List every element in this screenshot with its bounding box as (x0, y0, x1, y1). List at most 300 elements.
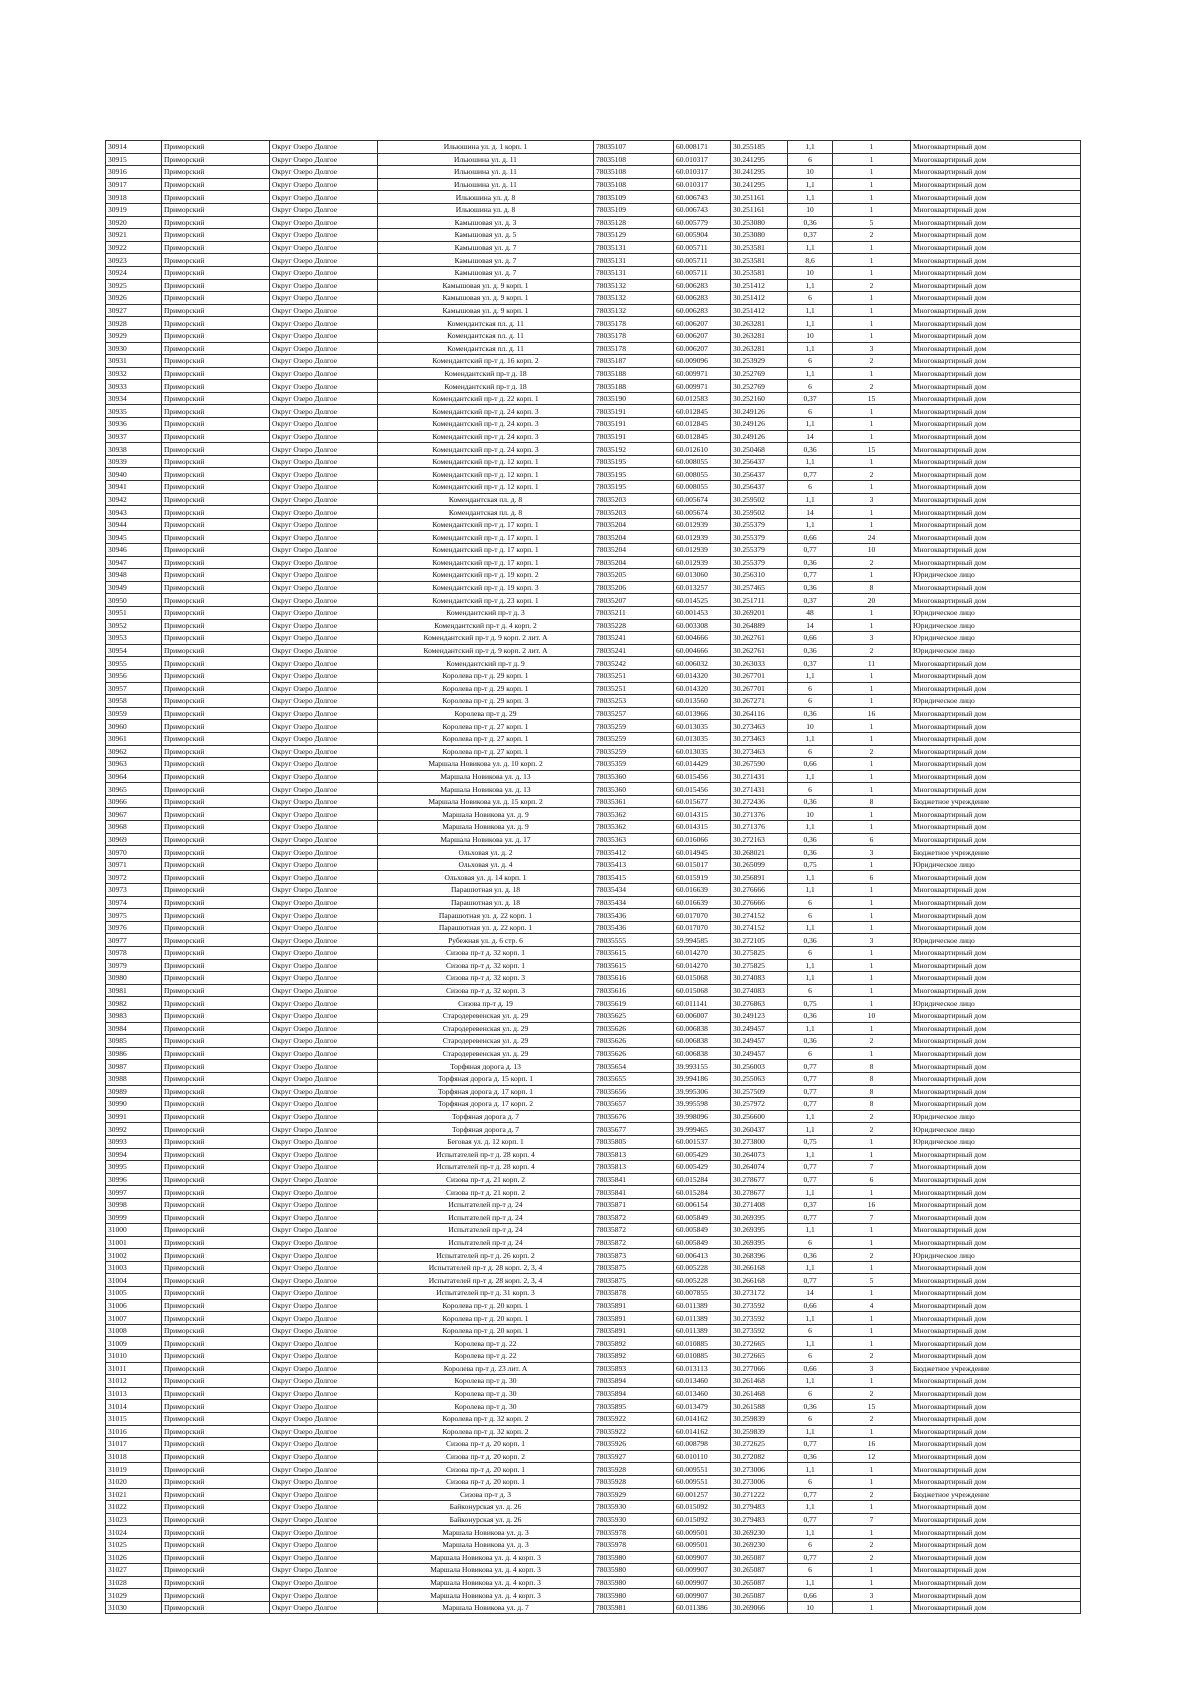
record-id-cell: 30923 (106, 254, 162, 267)
latitude-cell: 60.013560 (674, 695, 731, 708)
code-cell: 78035873 (594, 1249, 674, 1262)
count-cell: 1 (833, 1475, 911, 1488)
consumer-type-cell: Многоквартирный дом (911, 1412, 1081, 1425)
municipality-cell: Округ Озеро Долгое (270, 493, 378, 506)
record-id-cell: 30951 (106, 606, 162, 619)
longitude-cell: 30.249126 (731, 430, 788, 443)
code-cell: 78035555 (594, 934, 674, 947)
load-cell: 1,1 (788, 1312, 833, 1325)
address-cell: Сизова пр-т д. 20 корп. 1 (378, 1463, 594, 1476)
records-table (105, 140, 1081, 1614)
consumer-type-cell: Многоквартирный дом (911, 732, 1081, 745)
district-cell: Приморский (162, 619, 270, 632)
code-cell: 78035362 (594, 808, 674, 821)
address-cell: Сизова пр-т д. 20 корп. 1 (378, 1438, 594, 1451)
load-cell: 1,1 (788, 1224, 833, 1237)
district-cell: Приморский (162, 997, 270, 1010)
municipality-cell: Округ Озеро Долгое (270, 254, 378, 267)
table-row (106, 1173, 1081, 1186)
longitude-cell: 30.263281 (731, 317, 788, 330)
consumer-type-cell: Многоквартирный дом (911, 518, 1081, 531)
table-row (106, 1022, 1081, 1035)
district-cell: Приморский (162, 1412, 270, 1425)
latitude-cell: 60.004666 (674, 644, 731, 657)
record-id-cell: 30938 (106, 443, 162, 456)
table-row (106, 1287, 1081, 1300)
consumer-type-cell: Многоквартирный дом (911, 1022, 1081, 1035)
longitude-cell: 30.264116 (731, 707, 788, 720)
count-cell: 8 (833, 1072, 911, 1085)
code-cell: 78035981 (594, 1601, 674, 1614)
latitude-cell: 60.009907 (674, 1589, 731, 1602)
count-cell: 1 (833, 166, 911, 179)
consumer-type-cell: Многоквартирный дом (911, 1047, 1081, 1060)
code-cell: 78035930 (594, 1501, 674, 1514)
municipality-cell: Округ Озеро Долгое (270, 808, 378, 821)
table-row (106, 405, 1081, 418)
count-cell: 3 (833, 342, 911, 355)
record-id-cell: 30957 (106, 682, 162, 695)
consumer-type-cell: Многоквартирный дом (911, 506, 1081, 519)
count-cell: 8 (833, 581, 911, 594)
table-row (106, 1110, 1081, 1123)
longitude-cell: 30.265087 (731, 1589, 788, 1602)
latitude-cell: 60.009907 (674, 1576, 731, 1589)
municipality-cell: Округ Озеро Долгое (270, 1198, 378, 1211)
record-id-cell: 30917 (106, 178, 162, 191)
consumer-type-cell: Многоквартирный дом (911, 355, 1081, 368)
records-body (106, 141, 1081, 1614)
table-row (106, 1123, 1081, 1136)
code-cell: 78035191 (594, 430, 674, 443)
district-cell: Приморский (162, 1009, 270, 1022)
district-cell: Приморский (162, 833, 270, 846)
load-cell: 0,75 (788, 997, 833, 1010)
district-cell: Приморский (162, 1564, 270, 1577)
load-cell: 1,1 (788, 972, 833, 985)
consumer-type-cell: Многоквартирный дом (911, 720, 1081, 733)
count-cell: 1 (833, 1148, 911, 1161)
table-row (106, 455, 1081, 468)
load-cell: 1,1 (788, 455, 833, 468)
code-cell: 78035929 (594, 1488, 674, 1501)
load-cell: 1,1 (788, 1526, 833, 1539)
latitude-cell: 60.012939 (674, 556, 731, 569)
count-cell: 1 (833, 430, 911, 443)
load-cell: 0,75 (788, 858, 833, 871)
record-id-cell: 30914 (106, 141, 162, 154)
longitude-cell: 30.249126 (731, 405, 788, 418)
code-cell: 78035656 (594, 1085, 674, 1098)
load-cell: 0,37 (788, 392, 833, 405)
address-cell: Сизова пр-т д. 19 (378, 997, 594, 1010)
count-cell: 1 (833, 997, 911, 1010)
count-cell: 2 (833, 468, 911, 481)
code-cell: 78035204 (594, 518, 674, 531)
address-cell: Ольховая ул. д. 14 корп. 1 (378, 871, 594, 884)
table-row (106, 216, 1081, 229)
load-cell: 0,36 (788, 443, 833, 456)
municipality-cell: Округ Озеро Долгое (270, 304, 378, 317)
consumer-type-cell: Многоквартирный дом (911, 544, 1081, 557)
latitude-cell: 60.006207 (674, 342, 731, 355)
consumer-type-cell: Бюджетное учреждение (911, 795, 1081, 808)
address-cell: Комендантская пл. д. 11 (378, 317, 594, 330)
load-cell: 6 (788, 984, 833, 997)
count-cell: 1 (833, 896, 911, 909)
latitude-cell: 60.014270 (674, 947, 731, 960)
record-id-cell: 30935 (106, 405, 162, 418)
count-cell: 7 (833, 1513, 911, 1526)
district-cell: Приморский (162, 581, 270, 594)
consumer-type-cell: Многоквартирный дом (911, 455, 1081, 468)
consumer-type-cell: Многоквартирный дом (911, 1438, 1081, 1451)
municipality-cell: Округ Озеро Долгое (270, 1148, 378, 1161)
consumer-type-cell: Многоквартирный дом (911, 947, 1081, 960)
address-cell: Комендантский пр-т д. 16 корп. 2 (378, 355, 594, 368)
count-cell: 1 (833, 506, 911, 519)
code-cell: 78035654 (594, 1060, 674, 1073)
district-cell: Приморский (162, 984, 270, 997)
record-id-cell: 31023 (106, 1513, 162, 1526)
address-cell: Королева пр-т д. 32 корп. 2 (378, 1425, 594, 1438)
table-row (106, 304, 1081, 317)
load-cell: 1,1 (788, 1148, 833, 1161)
municipality-cell: Округ Озеро Долгое (270, 405, 378, 418)
code-cell: 78035206 (594, 581, 674, 594)
longitude-cell: 30.271222 (731, 1488, 788, 1501)
latitude-cell: 60.016639 (674, 884, 731, 897)
latitude-cell: 60.013113 (674, 1362, 731, 1375)
count-cell: 2 (833, 355, 911, 368)
district-cell: Приморский (162, 947, 270, 960)
count-cell: 16 (833, 1198, 911, 1211)
consumer-type-cell: Юридическое лицо (911, 1123, 1081, 1136)
table-row (106, 1438, 1081, 1451)
consumer-type-cell: Многоквартирный дом (911, 745, 1081, 758)
address-cell: Королева пр-т д. 27 корп. 1 (378, 732, 594, 745)
count-cell: 1 (833, 1501, 911, 1514)
load-cell: 0,36 (788, 707, 833, 720)
code-cell: 78035980 (594, 1551, 674, 1564)
record-id-cell: 30955 (106, 657, 162, 670)
load-cell: 0,77 (788, 1072, 833, 1085)
load-cell: 0,66 (788, 1299, 833, 1312)
code-cell: 78035928 (594, 1475, 674, 1488)
address-cell: Торфяная дорога д. 7 (378, 1123, 594, 1136)
code-cell: 78035107 (594, 141, 674, 154)
load-cell: 1,1 (788, 191, 833, 204)
count-cell: 1 (833, 1135, 911, 1148)
district-cell: Приморский (162, 531, 270, 544)
record-id-cell: 30926 (106, 292, 162, 305)
longitude-cell: 30.273592 (731, 1312, 788, 1325)
record-id-cell: 30997 (106, 1186, 162, 1199)
record-id-cell: 30994 (106, 1148, 162, 1161)
count-cell: 1 (833, 808, 911, 821)
table-row (106, 896, 1081, 909)
municipality-cell: Округ Озеро Долгое (270, 1362, 378, 1375)
load-cell: 14 (788, 619, 833, 632)
code-cell: 78035131 (594, 241, 674, 254)
latitude-cell: 60.006283 (674, 292, 731, 305)
address-cell: Камышовая ул. д. 9 корп. 1 (378, 304, 594, 317)
district-cell: Приморский (162, 1299, 270, 1312)
code-cell: 78035892 (594, 1350, 674, 1363)
count-cell: 1 (833, 1224, 911, 1237)
municipality-cell: Округ Озеро Долгое (270, 909, 378, 922)
longitude-cell: 30.262761 (731, 632, 788, 645)
district-cell: Приморский (162, 770, 270, 783)
table-row (106, 606, 1081, 619)
address-cell: Королева пр-т д. 32 корп. 2 (378, 1412, 594, 1425)
district-cell: Приморский (162, 1501, 270, 1514)
table-row (106, 1400, 1081, 1413)
district-cell: Приморский (162, 657, 270, 670)
load-cell: 1,1 (788, 493, 833, 506)
record-id-cell: 31011 (106, 1362, 162, 1375)
district-cell: Приморский (162, 1551, 270, 1564)
table-row (106, 443, 1081, 456)
record-id-cell: 30989 (106, 1085, 162, 1098)
address-cell: Беговая ул. д. 12 корп. 1 (378, 1135, 594, 1148)
code-cell: 78035109 (594, 203, 674, 216)
table-row (106, 493, 1081, 506)
municipality-cell: Округ Озеро Долгое (270, 443, 378, 456)
district-cell: Приморский (162, 166, 270, 179)
record-id-cell: 31015 (106, 1412, 162, 1425)
code-cell: 78035980 (594, 1564, 674, 1577)
address-cell: Комендантский пр-т д. 24 корп. 3 (378, 430, 594, 443)
latitude-cell: 60.006413 (674, 1249, 731, 1262)
record-id-cell: 30925 (106, 279, 162, 292)
record-id-cell: 30944 (106, 518, 162, 531)
record-id-cell: 30929 (106, 329, 162, 342)
latitude-cell: 60.005711 (674, 241, 731, 254)
record-id-cell: 30930 (106, 342, 162, 355)
count-cell: 1 (833, 367, 911, 380)
load-cell: 1,1 (788, 304, 833, 317)
record-id-cell: 31003 (106, 1261, 162, 1274)
record-id-cell: 30939 (106, 455, 162, 468)
district-cell: Приморский (162, 1060, 270, 1073)
count-cell: 1 (833, 455, 911, 468)
municipality-cell: Округ Озеро Долгое (270, 1438, 378, 1451)
address-cell: Камышовая ул. д. 7 (378, 241, 594, 254)
count-cell: 1 (833, 1186, 911, 1199)
load-cell: 0,77 (788, 1161, 833, 1174)
code-cell: 78035872 (594, 1211, 674, 1224)
municipality-cell: Округ Озеро Долгое (270, 1072, 378, 1085)
address-cell: Маршала Новикова ул. д. 4 корп. 3 (378, 1564, 594, 1577)
municipality-cell: Округ Озеро Долгое (270, 1261, 378, 1274)
district-cell: Приморский (162, 355, 270, 368)
longitude-cell: 30.273592 (731, 1299, 788, 1312)
count-cell: 2 (833, 1123, 911, 1136)
record-id-cell: 30922 (106, 241, 162, 254)
table-row (106, 581, 1081, 594)
municipality-cell: Округ Озеро Долгое (270, 1463, 378, 1476)
code-cell: 78035616 (594, 984, 674, 997)
load-cell: 1,1 (788, 871, 833, 884)
longitude-cell: 30.252160 (731, 392, 788, 405)
table-row (106, 1261, 1081, 1274)
district-cell: Приморский (162, 1186, 270, 1199)
latitude-cell: 60.013257 (674, 581, 731, 594)
table-row (106, 506, 1081, 519)
table-row (106, 1513, 1081, 1526)
district-cell: Приморский (162, 1022, 270, 1035)
table-row (106, 556, 1081, 569)
count-cell: 1 (833, 178, 911, 191)
municipality-cell: Округ Озеро Долгое (270, 606, 378, 619)
load-cell: 0,36 (788, 216, 833, 229)
table-row (106, 1072, 1081, 1085)
count-cell: 2 (833, 380, 911, 393)
address-cell: Торфяная дорога д. 7 (378, 1110, 594, 1123)
load-cell: 1,1 (788, 959, 833, 972)
record-id-cell: 31000 (106, 1224, 162, 1237)
load-cell: 0,77 (788, 1513, 833, 1526)
longitude-cell: 30.256600 (731, 1110, 788, 1123)
table-row (106, 342, 1081, 355)
consumer-type-cell: Многоквартирный дом (911, 1589, 1081, 1602)
district-cell: Приморский (162, 1211, 270, 1224)
load-cell: 0,77 (788, 1211, 833, 1224)
consumer-type-cell: Многоквартирный дом (911, 1564, 1081, 1577)
code-cell: 78035187 (594, 355, 674, 368)
address-cell: Испытателей пр-т д. 24 (378, 1224, 594, 1237)
consumer-type-cell: Многоквартирный дом (911, 1161, 1081, 1174)
consumer-type-cell: Многоквартирный дом (911, 317, 1081, 330)
consumer-type-cell: Многоквартирный дом (911, 1085, 1081, 1098)
record-id-cell: 30963 (106, 758, 162, 771)
load-cell: 0,36 (788, 1249, 833, 1262)
table-row (106, 1350, 1081, 1363)
consumer-type-cell: Многоквартирный дом (911, 682, 1081, 695)
record-id-cell: 30937 (106, 430, 162, 443)
consumer-type-cell: Многоквартирный дом (911, 531, 1081, 544)
address-cell: Королева пр-т д. 20 корп. 1 (378, 1299, 594, 1312)
count-cell: 8 (833, 1098, 911, 1111)
code-cell: 78035655 (594, 1072, 674, 1085)
district-cell: Приморский (162, 745, 270, 758)
code-cell: 78035195 (594, 468, 674, 481)
longitude-cell: 30.259502 (731, 493, 788, 506)
load-cell: 1,1 (788, 921, 833, 934)
load-cell: 1,1 (788, 518, 833, 531)
record-id-cell: 31004 (106, 1274, 162, 1287)
record-id-cell: 30954 (106, 644, 162, 657)
longitude-cell: 30.271408 (731, 1198, 788, 1211)
municipality-cell: Округ Озеро Долгое (270, 241, 378, 254)
municipality-cell: Округ Озеро Долгое (270, 1538, 378, 1551)
consumer-type-cell: Многоквартирный дом (911, 279, 1081, 292)
latitude-cell: 60.005849 (674, 1224, 731, 1237)
load-cell: 10 (788, 329, 833, 342)
code-cell: 78035928 (594, 1463, 674, 1476)
longitude-cell: 30.272082 (731, 1450, 788, 1463)
municipality-cell: Округ Озеро Долгое (270, 329, 378, 342)
code-cell: 78035615 (594, 947, 674, 960)
table-row (106, 380, 1081, 393)
latitude-cell: 60.010317 (674, 178, 731, 191)
latitude-cell: 60.003308 (674, 619, 731, 632)
load-cell: 0,66 (788, 1362, 833, 1375)
district-cell: Приморский (162, 1475, 270, 1488)
district-cell: Приморский (162, 720, 270, 733)
latitude-cell: 60.006007 (674, 1009, 731, 1022)
table-row (106, 292, 1081, 305)
district-cell: Приморский (162, 203, 270, 216)
code-cell: 78035109 (594, 191, 674, 204)
record-id-cell: 31024 (106, 1526, 162, 1539)
longitude-cell: 30.271376 (731, 821, 788, 834)
consumer-type-cell: Многоквартирный дом (911, 972, 1081, 985)
address-cell: Сизова пр-т д. 20 корп. 2 (378, 1450, 594, 1463)
consumer-type-cell: Многоквартирный дом (911, 430, 1081, 443)
table-row (106, 644, 1081, 657)
count-cell: 2 (833, 1110, 911, 1123)
load-cell: 14 (788, 1287, 833, 1300)
district-cell: Приморский (162, 279, 270, 292)
count-cell: 2 (833, 745, 911, 758)
district-cell: Приморский (162, 380, 270, 393)
load-cell: 0,75 (788, 1135, 833, 1148)
district-cell: Приморский (162, 468, 270, 481)
consumer-type-cell: Многоквартирный дом (911, 556, 1081, 569)
address-cell: Байконурская ул. д. 26 (378, 1513, 594, 1526)
code-cell: 78035203 (594, 506, 674, 519)
count-cell: 6 (833, 1173, 911, 1186)
address-cell: Маршала Новикова ул. д. 9 (378, 808, 594, 821)
table-row (106, 1488, 1081, 1501)
table-row (106, 1274, 1081, 1287)
code-cell: 78035178 (594, 317, 674, 330)
district-cell: Приморский (162, 909, 270, 922)
address-cell: Ильюшина ул. д. 8 (378, 191, 594, 204)
code-cell: 78035108 (594, 166, 674, 179)
table-row (106, 984, 1081, 997)
table-row (106, 934, 1081, 947)
latitude-cell: 60.008055 (674, 455, 731, 468)
load-cell: 0,36 (788, 1035, 833, 1048)
record-id-cell: 31019 (106, 1463, 162, 1476)
latitude-cell: 60.008055 (674, 481, 731, 494)
latitude-cell: 60.013479 (674, 1400, 731, 1413)
code-cell: 78035259 (594, 720, 674, 733)
consumer-type-cell: Многоквартирный дом (911, 770, 1081, 783)
record-id-cell: 30915 (106, 153, 162, 166)
load-cell: 0,77 (788, 1085, 833, 1098)
address-cell: Испытателей пр-т д. 28 корп. 4 (378, 1161, 594, 1174)
count-cell: 1 (833, 1526, 911, 1539)
table-row (106, 1085, 1081, 1098)
consumer-type-cell: Многоквартирный дом (911, 1400, 1081, 1413)
latitude-cell: 60.001453 (674, 606, 731, 619)
table-row (106, 418, 1081, 431)
load-cell: 0,77 (788, 1098, 833, 1111)
consumer-type-cell: Многоквартирный дом (911, 1072, 1081, 1085)
district-cell: Приморский (162, 1123, 270, 1136)
record-id-cell: 31026 (106, 1551, 162, 1564)
consumer-type-cell: Многоквартирный дом (911, 241, 1081, 254)
address-cell: Комендантский пр-т д. 9 (378, 657, 594, 670)
consumer-type-cell: Многоквартирный дом (911, 1299, 1081, 1312)
count-cell: 1 (833, 619, 911, 632)
district-cell: Приморский (162, 191, 270, 204)
latitude-cell: 60.013035 (674, 720, 731, 733)
